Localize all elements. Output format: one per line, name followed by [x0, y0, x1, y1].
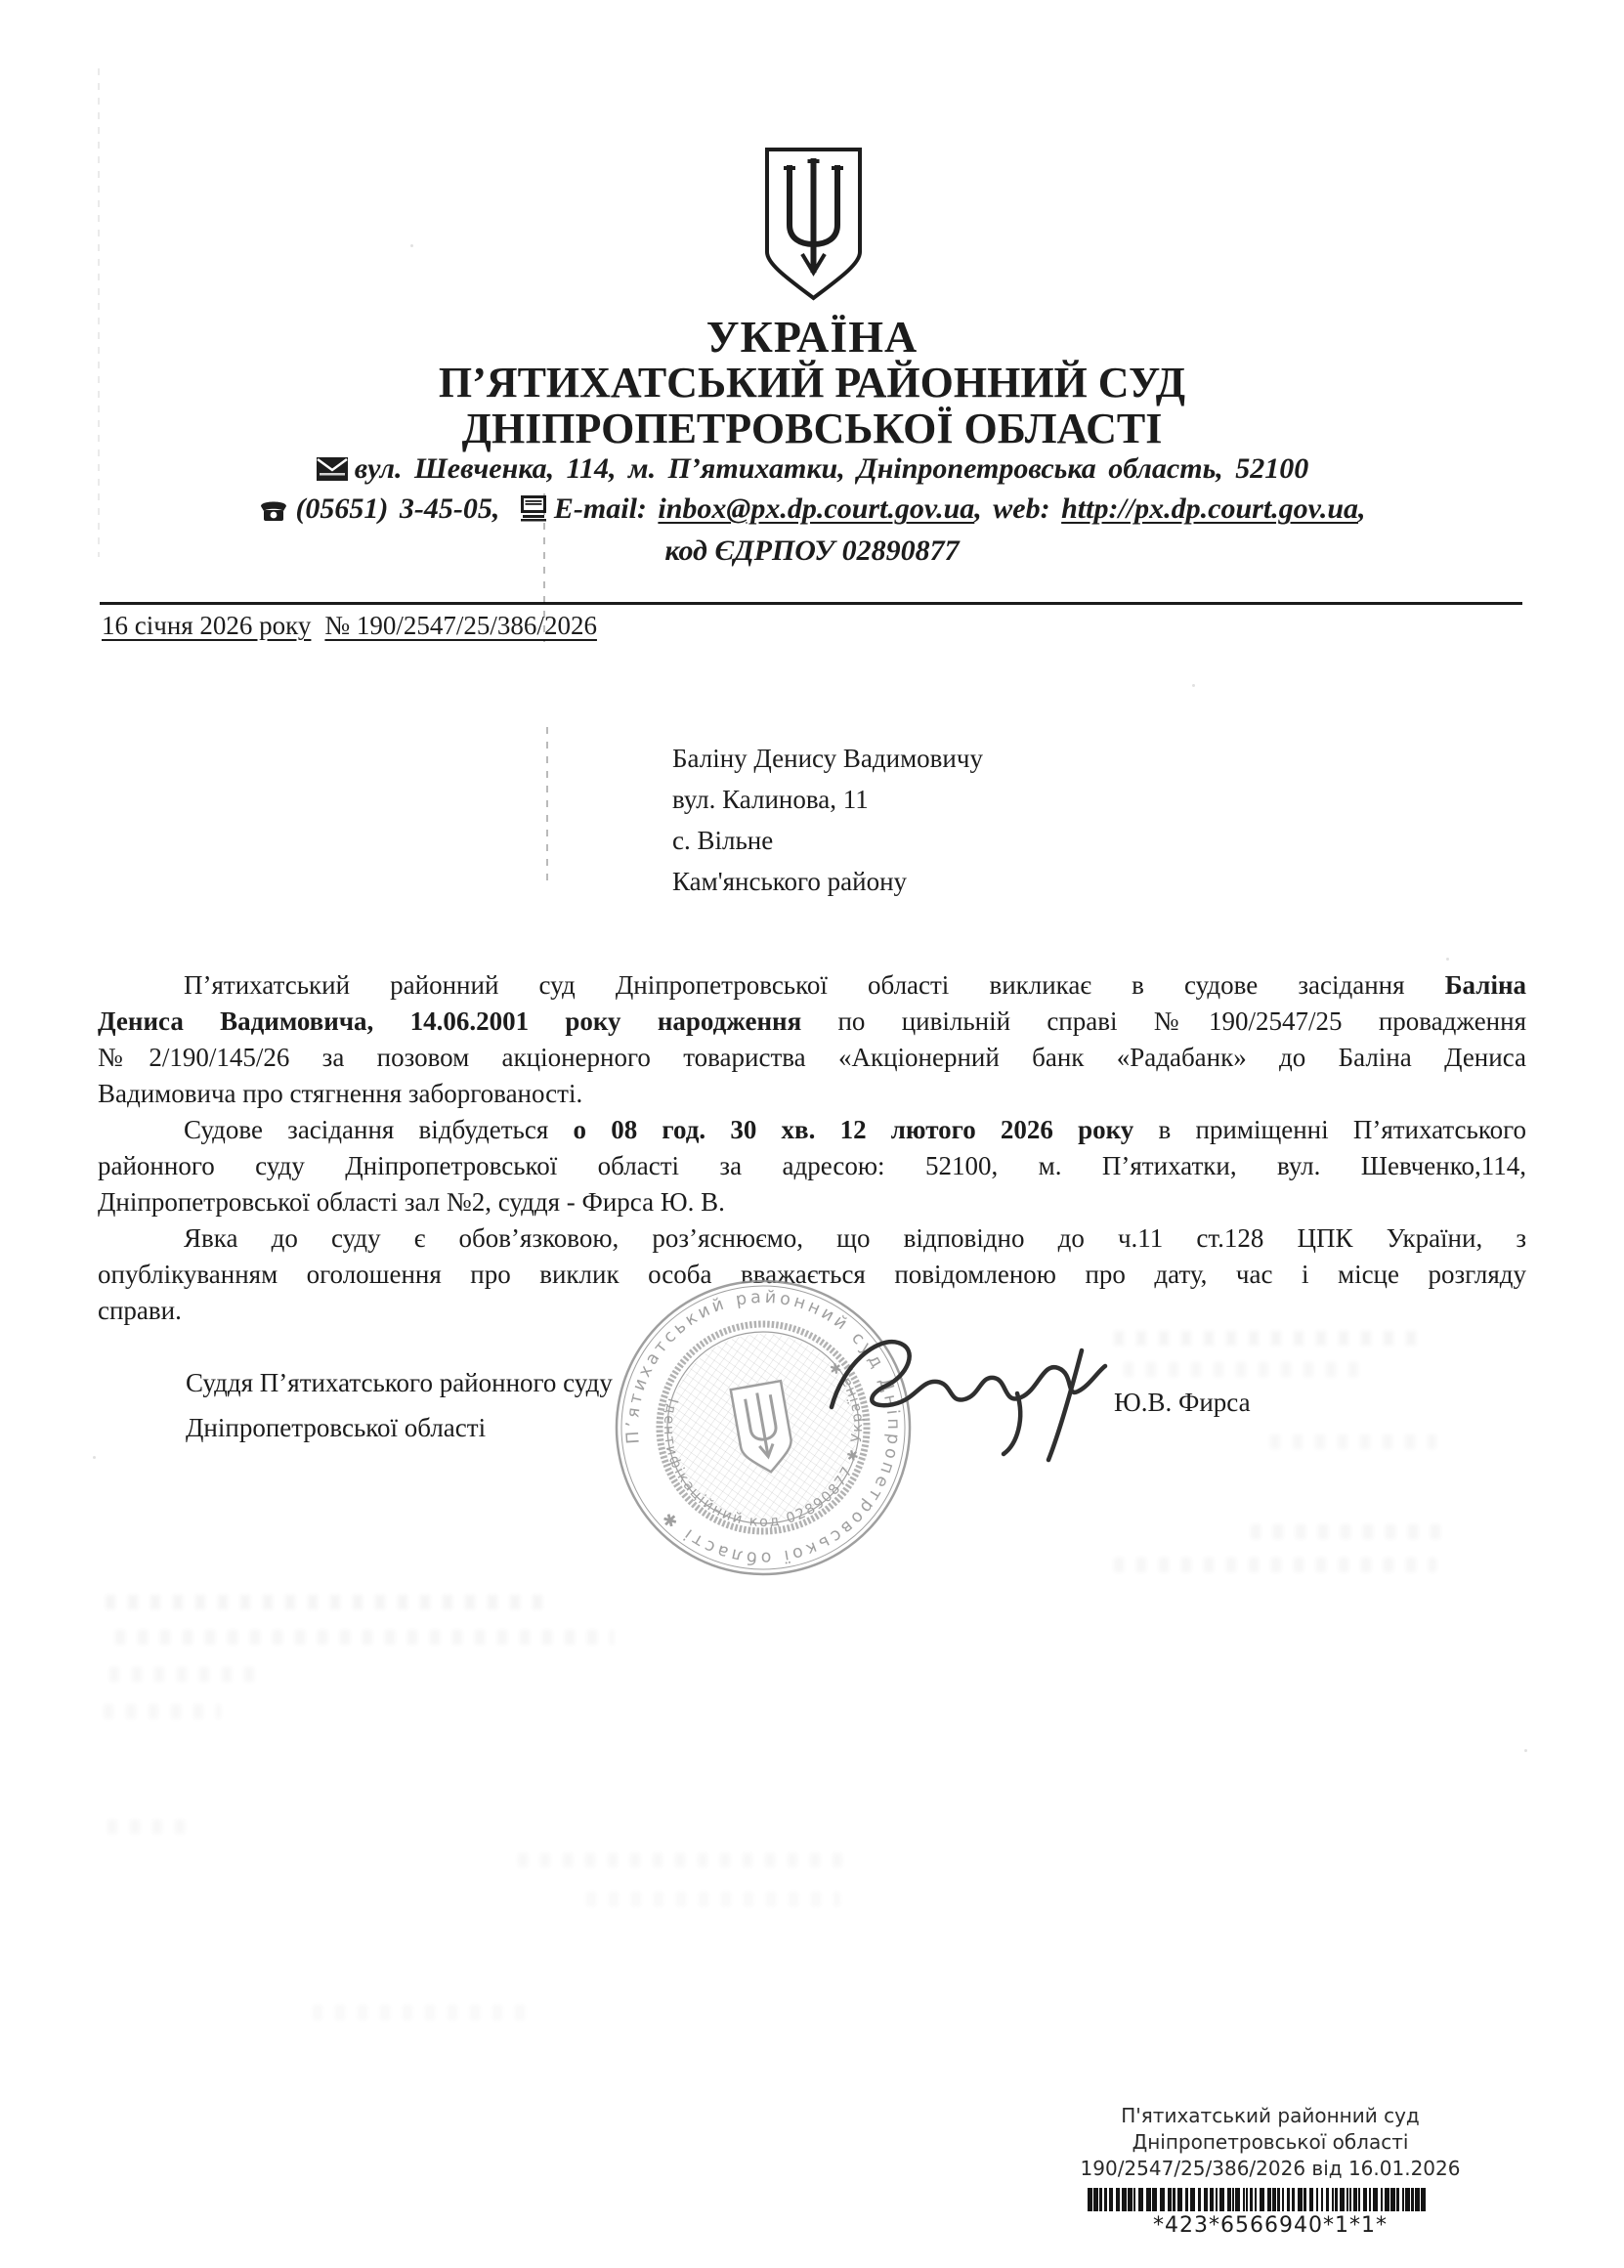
recipient-block	[672, 738, 983, 902]
bleedthrough-artifact	[107, 1819, 186, 1834]
signer-title-line2: Дніпропетровської області	[186, 1413, 487, 1442]
bleedthrough-artifact	[109, 1667, 256, 1682]
bleedthrough-artifact	[313, 2005, 537, 2020]
header-divider-rule	[100, 602, 1522, 605]
web-label: , web:	[974, 492, 1050, 525]
court-address-line	[0, 452, 1624, 486]
ukraine-trident-emblem	[757, 145, 870, 305]
bleedthrough-artifact	[1251, 1524, 1446, 1539]
body-line: Вадимовича про стягнення заборгованості.	[98, 1079, 583, 1108]
body-line: районного суду Дніпропетровської області за адресою: 52100, м. П’ятихатки, вул. Шевченко,114,	[98, 1151, 1526, 1180]
body-line: справи.	[98, 1296, 182, 1325]
body-line: №2/190/145/26 за позовом акціонерного товариства «Акціонерний банк «Радабанк» до Баліна Дениса	[98, 1043, 1526, 1072]
court-email: inbox@px.dp.court.gov.ua	[658, 492, 975, 525]
body-line: Судове засідання відбудеться о 08 год. 30 хв. 12 лютого 2026 року в приміщенні П’ятихатського	[184, 1115, 1526, 1144]
recipient-village: с. Вільне	[672, 826, 774, 855]
court-address: вул. Шевченка, 114, м. П’ятихатки, Дніпропетровська область, 52100	[354, 452, 1309, 485]
reference-line	[102, 611, 597, 641]
bleedthrough-artifact	[518, 1853, 850, 1867]
barcode-text: *423*6566940*1*1*	[1153, 2213, 1388, 2238]
body-line: Дніпропетровської області зал №2, суддя - Фирса Ю. В.	[98, 1187, 725, 1217]
scan-speck	[1524, 1749, 1527, 1752]
body-line: П’ятихатський районний суд Дніпропетровської області викликає в судове засідання Баліна	[184, 970, 1526, 1000]
footer-dispatch-block	[1070, 2103, 1471, 2239]
footer-court-line2: Дніпропетровської області	[1132, 2130, 1409, 2154]
court-contact-line	[0, 492, 1624, 526]
bleedthrough-artifact	[1114, 1558, 1436, 1572]
barcode	[1088, 2188, 1453, 2211]
recipient-name: Баліну Денису Вадимовичу	[672, 744, 983, 773]
court-name-line1: П’ЯТИХАТСЬКИЙ РАЙОННИЙ СУД	[438, 359, 1186, 407]
web-tail: ,	[1358, 492, 1366, 525]
envelope-icon	[316, 456, 349, 482]
country-title: УКРАЇНА	[705, 312, 919, 362]
signer-title	[186, 1360, 613, 1450]
court-website: http://px.dp.court.gov.ua	[1061, 492, 1359, 525]
bleedthrough-artifact	[115, 1630, 614, 1645]
judge-signature	[826, 1325, 1129, 1472]
seal-inner-text: Ідентифікаційний код 02890877 ✱ Україна ✱	[660, 1356, 867, 1531]
bleedthrough-artifact	[104, 1704, 221, 1719]
email-label: E-mail:	[553, 492, 647, 525]
judge-name: Ю.В. Фирса	[1114, 1388, 1251, 1417]
footer-court-line1: П'ятихатський районний суд	[1121, 2104, 1420, 2127]
court-name-line2: ДНІПРОПЕТРОВСЬКОЇ ОБЛАСТІ	[461, 405, 1163, 452]
signer-title-line1: Суддя П’ятихатського районного суду	[186, 1368, 613, 1397]
scan-speck	[93, 1456, 96, 1459]
body-line: опублікуванням оголошення про виклик особа вважається повідомленою про дату, час і місце розгляду	[98, 1260, 1526, 1289]
bleedthrough-artifact	[1124, 1362, 1368, 1377]
scan-fold-artifact	[543, 493, 545, 642]
edrpou-code: код ЄДРПОУ 02890877	[664, 535, 960, 567]
scan-speck	[410, 244, 413, 247]
bleedthrough-artifact	[586, 1892, 840, 1906]
scan-fold-artifact	[546, 727, 548, 883]
bleedthrough-artifact	[106, 1595, 545, 1609]
seal-outer-text: П’ятихатський районний суд Дніпропетровської області ✱	[622, 1287, 904, 1568]
bleedthrough-artifact	[1270, 1434, 1436, 1449]
phone-icon	[258, 496, 289, 522]
bleedthrough-artifact	[1114, 1331, 1427, 1346]
body-line: Явка до суду є обов’язковою, роз’яснюємо, що відповідно до ч.11 ст.128 ЦПК України, з	[184, 1223, 1526, 1253]
scan-speck	[254, 1094, 257, 1097]
letter-date: 16 січня 2026 року	[102, 611, 312, 640]
scan-speck	[1192, 684, 1195, 687]
scan-fold-artifact	[98, 68, 100, 557]
scan-speck	[1446, 958, 1449, 961]
body-line: Дениса Вадимовича, 14.06.2001 року народження по цивільній справі №190/2547/25 провадження	[98, 1006, 1526, 1036]
case-number: № 190/2547/25/386/2026	[324, 611, 597, 640]
court-phone: (05651) 3-45-05,	[295, 492, 500, 525]
recipient-street: вул. Калинова, 11	[672, 785, 869, 814]
footer-case-reference: 190/2547/25/386/2026 від 16.01.2026	[1080, 2157, 1461, 2180]
recipient-district: Кам'янського району	[672, 867, 908, 896]
